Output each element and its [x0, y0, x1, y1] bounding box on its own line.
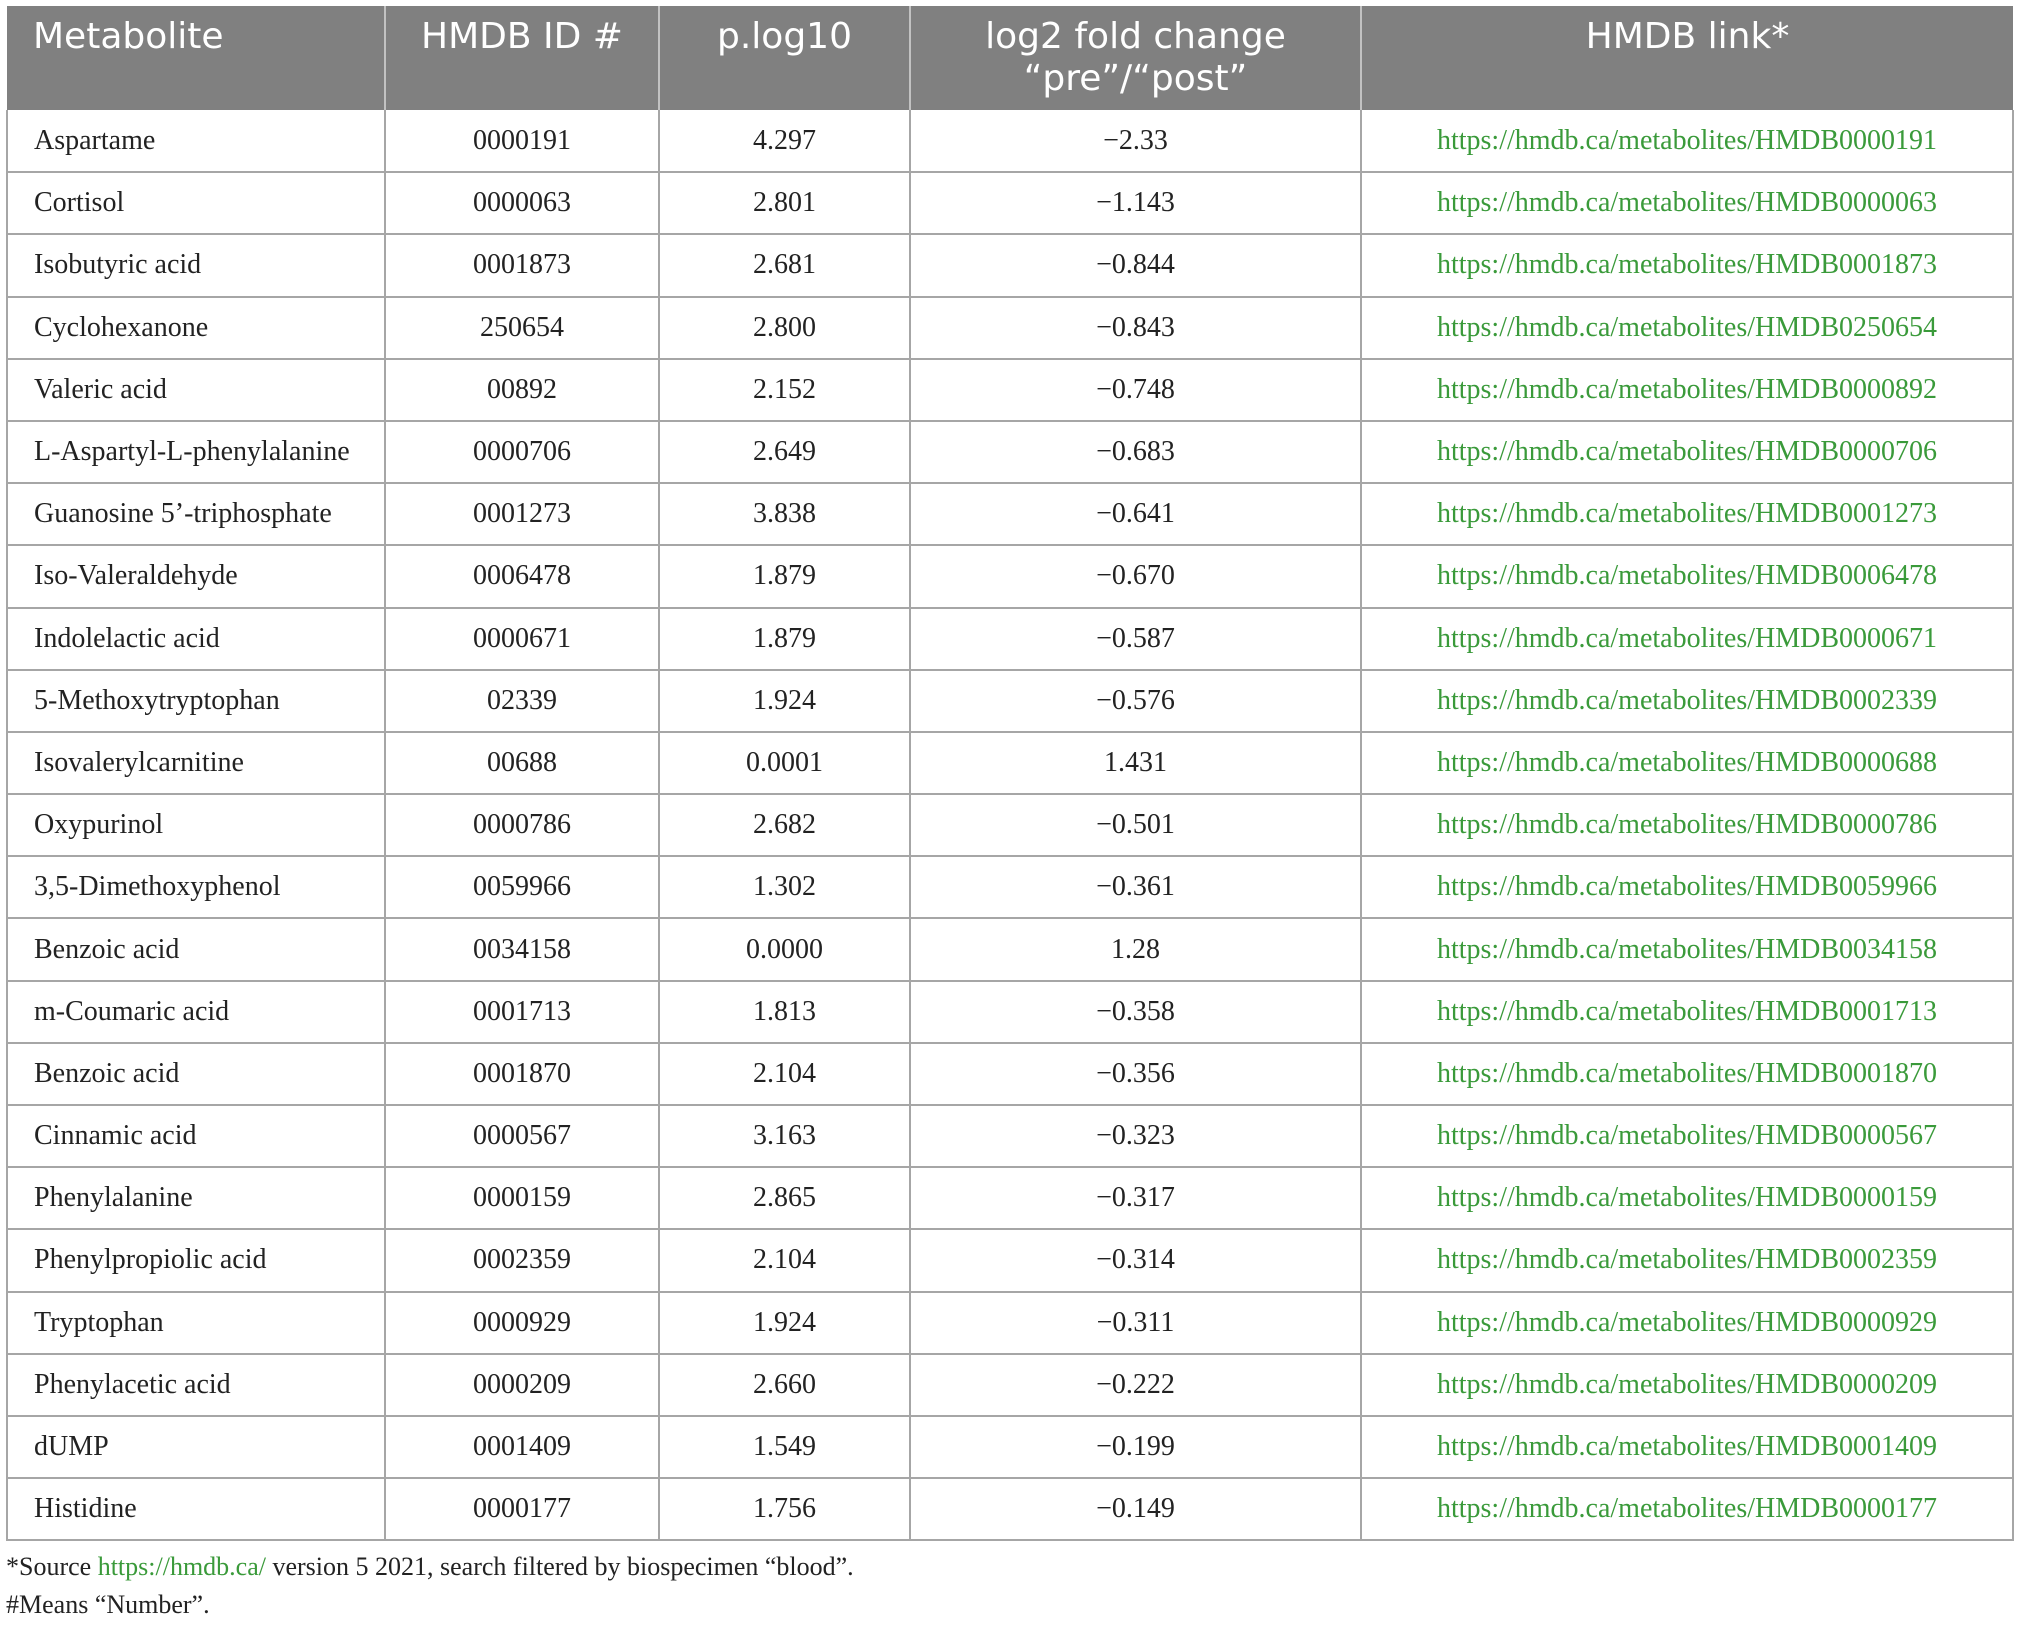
cell-log2-fold-change: −0.222	[910, 1354, 1361, 1416]
cell-p-log10: 2.800	[659, 297, 910, 359]
cell-metabolite: Cinnamic acid	[7, 1105, 385, 1167]
cell-log2-fold-change: −0.641	[910, 483, 1361, 545]
cell-log2-fold-change: −0.356	[910, 1043, 1361, 1105]
cell-hmdb-link[interactable]: https://hmdb.ca/metabolites/HMDB0002339	[1361, 670, 2013, 732]
cell-metabolite: 5-Methoxytryptophan	[7, 670, 385, 732]
cell-hmdb-link[interactable]: https://hmdb.ca/metabolites/HMDB0000209	[1361, 1354, 2013, 1416]
cell-hmdb-link[interactable]: https://hmdb.ca/metabolites/HMDB0000671	[1361, 608, 2013, 670]
header-row	[7, 6, 2013, 110]
cell-log2-fold-change: −0.587	[910, 608, 1361, 670]
cell-hmdb-link[interactable]: https://hmdb.ca/metabolites/HMDB0000786	[1361, 794, 2013, 856]
cell-p-log10: 2.152	[659, 359, 910, 421]
cell-hmdb-id: 0006478	[385, 545, 659, 607]
cell-hmdb-link[interactable]: https://hmdb.ca/metabolites/HMDB0002359	[1361, 1229, 2013, 1291]
cell-metabolite: Indolelactic acid	[7, 608, 385, 670]
cell-hmdb-link[interactable]: https://hmdb.ca/metabolites/HMDB0250654	[1361, 297, 2013, 359]
cell-hmdb-id: 0001409	[385, 1416, 659, 1478]
cell-p-log10: 1.813	[659, 981, 910, 1043]
cell-metabolite: Iso-Valeraldehyde	[7, 545, 385, 607]
cell-metabolite: Oxypurinol	[7, 794, 385, 856]
cell-hmdb-id: 250654	[385, 297, 659, 359]
cell-metabolite: dUMP	[7, 1416, 385, 1478]
cell-hmdb-id: 0000063	[385, 172, 659, 234]
header-p-log10	[659, 6, 910, 110]
table-row	[7, 1292, 2013, 1354]
table-row	[7, 359, 2013, 421]
cell-log2-fold-change: −0.844	[910, 234, 1361, 296]
header-hmdb-link	[1361, 6, 2013, 110]
cell-p-log10: 2.660	[659, 1354, 910, 1416]
cell-metabolite: Isovalerylcarnitine	[7, 732, 385, 794]
cell-hmdb-link[interactable]: https://hmdb.ca/metabolites/HMDB0000688	[1361, 732, 2013, 794]
cell-log2-fold-change: −0.314	[910, 1229, 1361, 1291]
cell-hmdb-link[interactable]: https://hmdb.ca/metabolites/HMDB0001873	[1361, 234, 2013, 296]
table-row	[7, 110, 2013, 172]
cell-hmdb-id: 0000567	[385, 1105, 659, 1167]
cell-p-log10: 1.302	[659, 856, 910, 918]
cell-hmdb-id: 0000671	[385, 608, 659, 670]
cell-metabolite: Tryptophan	[7, 1292, 385, 1354]
source-prefix: *Source	[6, 1552, 98, 1581]
cell-hmdb-id: 0000786	[385, 794, 659, 856]
source-link[interactable]: https://hmdb.ca/	[97, 1552, 266, 1581]
cell-hmdb-id: 0001873	[385, 234, 659, 296]
cell-hmdb-id: 0000177	[385, 1478, 659, 1540]
cell-metabolite: Histidine	[7, 1478, 385, 1540]
cell-hmdb-id: 0000929	[385, 1292, 659, 1354]
cell-hmdb-link[interactable]: https://hmdb.ca/metabolites/HMDB0006478	[1361, 545, 2013, 607]
cell-hmdb-id: 02339	[385, 670, 659, 732]
cell-log2-fold-change: −0.311	[910, 1292, 1361, 1354]
cell-hmdb-id: 0001870	[385, 1043, 659, 1105]
table-row	[7, 1416, 2013, 1478]
cell-metabolite: 3,5-Dimethoxyphenol	[7, 856, 385, 918]
cell-metabolite: Valeric acid	[7, 359, 385, 421]
cell-metabolite: Phenylacetic acid	[7, 1354, 385, 1416]
cell-metabolite: Isobutyric acid	[7, 234, 385, 296]
header-line: Metabolite	[33, 16, 224, 57]
cell-p-log10: 1.879	[659, 608, 910, 670]
cell-metabolite: Phenylalanine	[7, 1167, 385, 1229]
cell-hmdb-id: 0000706	[385, 421, 659, 483]
cell-p-log10: 1.879	[659, 545, 910, 607]
cell-hmdb-link[interactable]: https://hmdb.ca/metabolites/HMDB0059966	[1361, 856, 2013, 918]
cell-hmdb-id: 0000159	[385, 1167, 659, 1229]
cell-hmdb-id: 0001273	[385, 483, 659, 545]
cell-hmdb-link[interactable]: https://hmdb.ca/metabolites/HMDB0001273	[1361, 483, 2013, 545]
cell-metabolite: Cortisol	[7, 172, 385, 234]
table-row	[7, 608, 2013, 670]
cell-log2-fold-change: −0.843	[910, 297, 1361, 359]
table-row	[7, 981, 2013, 1043]
cell-p-log10: 2.104	[659, 1043, 910, 1105]
table-row	[7, 1167, 2013, 1229]
cell-p-log10: 0.0000	[659, 918, 910, 980]
cell-log2-fold-change: −0.670	[910, 545, 1361, 607]
cell-p-log10: 3.163	[659, 1105, 910, 1167]
header-hmdb-id	[385, 6, 659, 110]
cell-log2-fold-change: −0.358	[910, 981, 1361, 1043]
table-row	[7, 918, 2013, 980]
cell-log2-fold-change: −0.748	[910, 359, 1361, 421]
table-row	[7, 856, 2013, 918]
table-row	[7, 234, 2013, 296]
source-footnote	[6, 1552, 854, 1582]
header-metabolite	[7, 6, 385, 110]
cell-metabolite: Cyclohexanone	[7, 297, 385, 359]
table-header	[7, 6, 2013, 110]
cell-hmdb-id: 0000191	[385, 110, 659, 172]
cell-p-log10: 3.838	[659, 483, 910, 545]
metabolite-table-container	[6, 6, 2012, 1541]
cell-log2-fold-change: −2.33	[910, 110, 1361, 172]
table-row	[7, 421, 2013, 483]
table-row	[7, 794, 2013, 856]
cell-p-log10: 0.0001	[659, 732, 910, 794]
table-row	[7, 1229, 2013, 1291]
source-suffix: version 5 2021, search filtered by biospecimen “blood”.	[265, 1552, 854, 1581]
cell-hmdb-link[interactable]: https://hmdb.ca/metabolites/HMDB0034158	[1361, 918, 2013, 980]
cell-log2-fold-change: 1.431	[910, 732, 1361, 794]
cell-hmdb-link[interactable]: https://hmdb.ca/metabolites/HMDB0001713	[1361, 981, 2013, 1043]
cell-metabolite: m-Coumaric acid	[7, 981, 385, 1043]
cell-hmdb-link[interactable]: https://hmdb.ca/metabolites/HMDB0000177	[1361, 1478, 2013, 1540]
cell-p-log10: 2.649	[659, 421, 910, 483]
cell-hmdb-link[interactable]: https://hmdb.ca/metabolites/HMDB0000063	[1361, 172, 2013, 234]
cell-log2-fold-change: −0.361	[910, 856, 1361, 918]
table-row	[7, 1105, 2013, 1167]
cell-log2-fold-change: −1.143	[910, 172, 1361, 234]
cell-hmdb-id: 0001713	[385, 981, 659, 1043]
metabolite-table	[6, 6, 2014, 1541]
cell-hmdb-link[interactable]: https://hmdb.ca/metabolites/HMDB0000929	[1361, 1292, 2013, 1354]
cell-hmdb-link[interactable]: https://hmdb.ca/metabolites/HMDB0000892	[1361, 359, 2013, 421]
table-row	[7, 1043, 2013, 1105]
table-row	[7, 1354, 2013, 1416]
cell-p-log10: 2.682	[659, 794, 910, 856]
cell-log2-fold-change: −0.501	[910, 794, 1361, 856]
cell-p-log10: 1.549	[659, 1416, 910, 1478]
cell-p-log10: 1.924	[659, 670, 910, 732]
header-log2-fold-change	[910, 6, 1361, 110]
table-row	[7, 1478, 2013, 1540]
table-body	[7, 110, 2013, 1540]
cell-hmdb-id: 00892	[385, 359, 659, 421]
cell-log2-fold-change: −0.683	[910, 421, 1361, 483]
cell-metabolite: Benzoic acid	[7, 1043, 385, 1105]
table-row	[7, 545, 2013, 607]
header-line: p.log10	[717, 16, 852, 57]
table-row	[7, 172, 2013, 234]
cell-metabolite: Aspartame	[7, 110, 385, 172]
header-line: log2 fold change	[985, 16, 1286, 57]
cell-metabolite: L-Aspartyl-L-phenylalanine	[7, 421, 385, 483]
cell-p-log10: 1.924	[659, 1292, 910, 1354]
table-row	[7, 483, 2013, 545]
cell-log2-fold-change: −0.199	[910, 1416, 1361, 1478]
cell-log2-fold-change: −0.317	[910, 1167, 1361, 1229]
cell-hmdb-id: 0000209	[385, 1354, 659, 1416]
cell-hmdb-id: 0059966	[385, 856, 659, 918]
header-line: “pre”/“post”	[1023, 58, 1248, 99]
header-line: HMDB ID #	[421, 16, 623, 57]
cell-hmdb-link[interactable]: https://hmdb.ca/metabolites/HMDB0001870	[1361, 1043, 2013, 1105]
table-row	[7, 297, 2013, 359]
cell-p-log10: 2.104	[659, 1229, 910, 1291]
cell-hmdb-link[interactable]: https://hmdb.ca/metabolites/HMDB0000567	[1361, 1105, 2013, 1167]
cell-p-log10: 2.801	[659, 172, 910, 234]
cell-hmdb-link[interactable]: https://hmdb.ca/metabolites/HMDB0000706	[1361, 421, 2013, 483]
cell-hmdb-id: 0034158	[385, 918, 659, 980]
cell-p-log10: 2.865	[659, 1167, 910, 1229]
hash-footnote: #Means “Number”.	[6, 1590, 210, 1619]
cell-hmdb-link[interactable]: https://hmdb.ca/metabolites/HMDB0000159	[1361, 1167, 2013, 1229]
header-line: HMDB link*	[1585, 16, 1790, 57]
cell-hmdb-link[interactable]: https://hmdb.ca/metabolites/HMDB0000191	[1361, 110, 2013, 172]
cell-p-log10: 2.681	[659, 234, 910, 296]
cell-metabolite: Guanosine 5’-triphosphate	[7, 483, 385, 545]
table-row	[7, 670, 2013, 732]
cell-hmdb-link[interactable]: https://hmdb.ca/metabolites/HMDB0001409	[1361, 1416, 2013, 1478]
cell-p-log10: 1.756	[659, 1478, 910, 1540]
cell-log2-fold-change: −0.323	[910, 1105, 1361, 1167]
cell-metabolite: Phenylpropiolic acid	[7, 1229, 385, 1291]
cell-log2-fold-change: 1.28	[910, 918, 1361, 980]
cell-log2-fold-change: −0.576	[910, 670, 1361, 732]
cell-hmdb-id: 00688	[385, 732, 659, 794]
cell-log2-fold-change: −0.149	[910, 1478, 1361, 1540]
cell-metabolite: Benzoic acid	[7, 918, 385, 980]
cell-p-log10: 4.297	[659, 110, 910, 172]
table-row	[7, 732, 2013, 794]
cell-hmdb-id: 0002359	[385, 1229, 659, 1291]
